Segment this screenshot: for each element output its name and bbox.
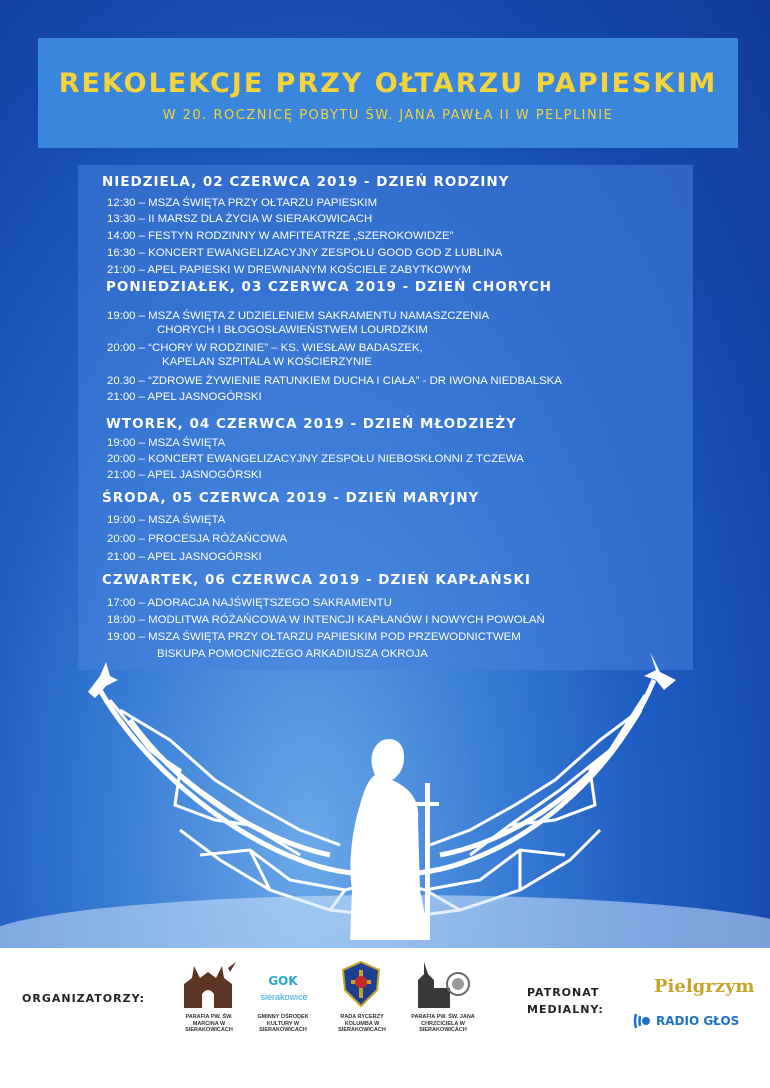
page-subtitle: W 20. ROCZNICĘ POBYTU ŚW. JANA PAWŁA II W PELPLINIE: [162, 108, 614, 123]
day-heading-tuesday: WTOREK, 04 CZERWCA 2019 - DZIEŃ MŁODZIEŻY: [106, 416, 517, 432]
event-item: 21:00 – APEL PAPIESKI W DREWNIANYM KOŚCIELE ZABYTKOWYM: [107, 264, 471, 276]
event-item: 21:00 – APEL JASNOGÓRSKI: [107, 469, 262, 481]
event-item: 21:00 – APEL JASNOGÓRSKI: [107, 551, 262, 563]
event-item: 13:30 – II MARSZ DLA ŻYCIA W SIERAKOWICACH: [107, 213, 373, 225]
pielgrzym-logo: Pielgrzym: [654, 976, 755, 997]
event-item: 17:00 – ADORACJA NAJŚWIĘTSZEGO SAKRAMENTU: [107, 597, 392, 609]
knights-of-columbus-logo: [339, 960, 383, 1008]
radio-glos-logo: RADIO GŁOS: [656, 1014, 740, 1028]
papal-altar-illustration: [0, 640, 770, 950]
logo-caption: PARAFIA PW. ŚW. JANA CHRZCICIELA W SIERAKOWICACH: [411, 1014, 475, 1033]
title-banner: [38, 38, 738, 148]
patron-label-2: MEDIALNY:: [527, 1003, 604, 1016]
sponsors-footer: [0, 948, 770, 1088]
radio-wave-icon: [632, 1010, 654, 1032]
right-dove-icon: [644, 652, 676, 690]
event-item: 19:00 – MSZA ŚWIĘTA: [107, 514, 226, 526]
event-item: 20:00 – “CHORY W RODZINIE” – KS. WIESŁAW BADASZEK,: [107, 342, 423, 354]
day-heading-sunday: NIEDZIELA, 02 CZERWCA 2019 - DZIEŃ RODZINY: [102, 174, 510, 190]
parish-st-martin-logo: [178, 958, 240, 1010]
event-item: 18:00 – MODLITWA RÓŻAŃCOWA W INTENCJI KAPŁANÓW I NOWYCH POWOŁAŃ: [107, 614, 545, 626]
pope-silhouette: [350, 739, 430, 940]
event-item: 20.30 – “ZDROWE ŻYWIENIE RATUNKIEM DUCHA I CIAŁA” - DR IWONA NIEDBALSKA: [107, 375, 562, 387]
parish-st-john-logo: [412, 958, 472, 1010]
event-item-continued: KAPELAN SZPITALA W KOŚCIERZYNIE: [162, 356, 372, 368]
event-item: 14:00 – FESTYN RODZINNY W AMFITEATRZE „SZEROKOWIDZE”: [107, 230, 454, 242]
event-item: 12:30 – MSZA ŚWIĘTA PRZY OŁTARZU PAPIESKIM: [107, 197, 378, 209]
logo-caption: RADA RYCERZY KOLUMBA W SIERAKOWICACH: [338, 1014, 386, 1033]
page-title: REKOLEKCJE PRZY OŁTARZU PAPIESKIM: [58, 68, 718, 99]
event-item: 19:00 – MSZA ŚWIĘTA: [107, 437, 226, 449]
logo-caption: PARAFIA PW. ŚW. MARCINA W SIERAKOWICACH: [185, 1014, 233, 1033]
event-item: 20:00 – PROCESJA RÓŻAŃCOWA: [107, 533, 287, 545]
organizers-label: ORGANIZATORZY:: [22, 992, 146, 1005]
event-item: 20:00 – KONCERT EWANGELIZACYJNY ZESPOŁU NIEBOSKŁONNI Z TCZEWA: [107, 453, 524, 465]
event-item: 19:00 – MSZA ŚWIĘTA Z UDZIELENIEM SAKRAMENTU NAMASZCZENIA: [107, 310, 490, 322]
logo-caption: GMINNY OŚRODEK KULTURY W SIERAKOWICACH: [257, 1014, 309, 1033]
patron-label: PATRONAT: [527, 986, 600, 999]
day-heading-wednesday: ŚRODA, 05 CZERWCA 2019 - DZIEŃ MARYJNY: [102, 490, 480, 506]
day-heading-monday: PONIEDZIAŁEK, 03 CZERWCA 2019 - DZIEŃ CHORYCH: [106, 279, 552, 295]
day-heading-thursday: CZWARTEK, 06 CZERWCA 2019 - DZIEŃ KAPŁAŃSKI: [102, 572, 531, 588]
event-item: 16:30 – KONCERT EWANGELIZACYJNY ZESPOŁU GOOD GOD Z LUBLINA: [107, 247, 503, 259]
event-item: 19:00 – MSZA ŚWIĘTA PRZY OŁTARZU PAPIESKIM POD PRZEWODNICTWEM: [107, 631, 521, 643]
event-item-continued: BISKUPA POMOCNICZEGO ARKADIUSZA OKROJA: [157, 648, 428, 660]
gok-logo-sub: sierakowice: [260, 992, 308, 1002]
event-item-continued: CHORYCH I BŁOGOSŁAWIEŃSTWEM LOURDZKIM: [157, 324, 428, 336]
event-item: 21:00 – APEL JASNOGÓRSKI: [107, 391, 262, 403]
gok-logo: GOK: [268, 974, 298, 988]
